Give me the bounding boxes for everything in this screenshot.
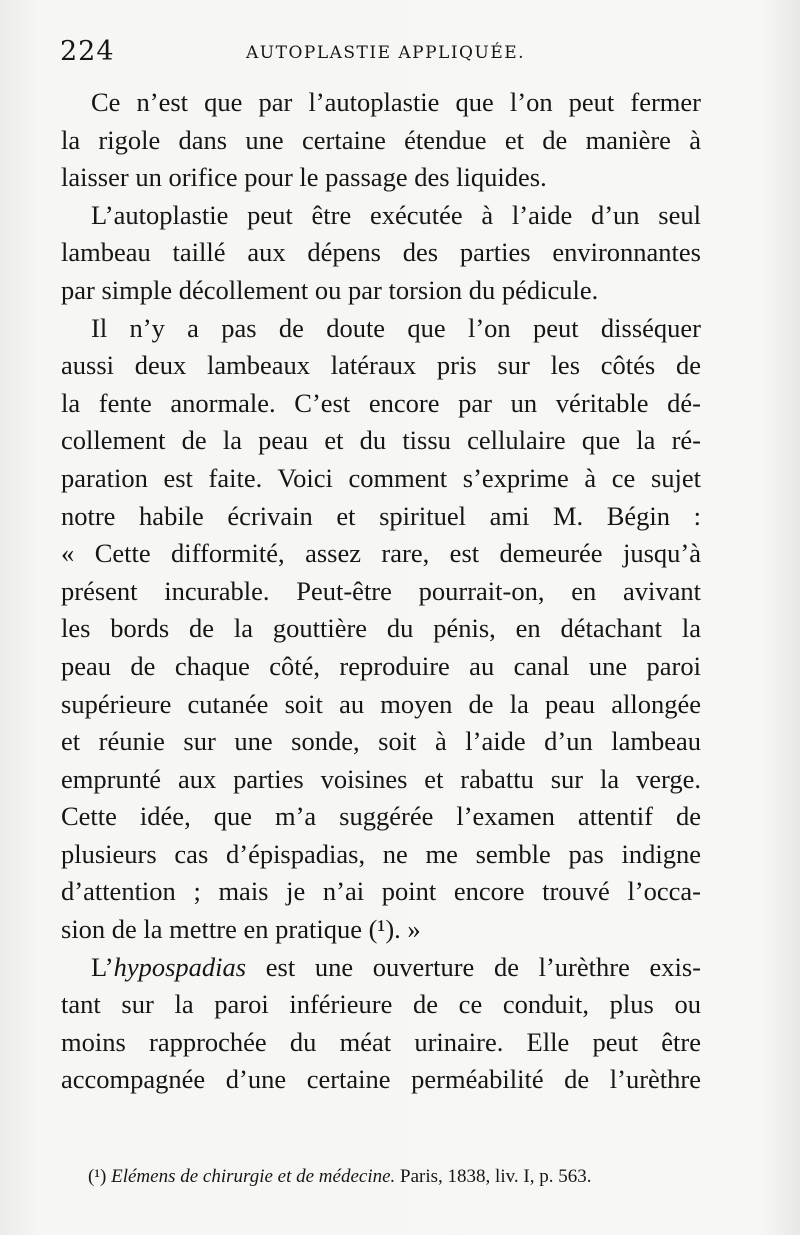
text-line: peau de chaque côté, reproduire au canal une paroi [61, 650, 701, 681]
hypospadias-line-rest: est une ouverture de l’urèthre exis- [246, 951, 701, 982]
text-line: laisser un orifice pour le passage des liquides. [61, 162, 547, 193]
hypospadias-term: hypospadias [113, 951, 247, 982]
text-line [61, 949, 701, 987]
footnote-rest: Paris, 1838, liv. I, p. 563. [395, 1166, 592, 1187]
text-line: L’autoplastie peut être exécutée à l’aide d’un seul [91, 199, 701, 230]
text-line: d’attention ; mais je n’ai point encore trouvé l’occa- [61, 876, 701, 907]
hypospadias-prefix: L’ [91, 951, 114, 982]
text-line: notre habile écrivain et spirituel ami M. Bégin : [61, 500, 701, 531]
running-title: AUTOPLASTIE APPLIQUÉE. [246, 43, 526, 63]
text-line: sion de la mettre en pratique (¹). » [61, 914, 421, 945]
footnote [88, 1166, 698, 1188]
text-line: Il n’y a pas de doute que l’on peut disséquer [91, 312, 701, 343]
page-header [60, 36, 720, 72]
text-line: emprunté aux parties voisines et rabattu sur la verge. [61, 763, 701, 794]
text-line: moins rapprochée du méat urinaire. Elle peut être [61, 1026, 701, 1057]
text-line: accompagnée d’une certaine perméabilité de l’urèthre [61, 1064, 701, 1095]
text-line: « Cette difformité, assez rare, est demeurée jusqu’à [61, 538, 701, 569]
text-line: plusieurs cas d’épispadias, ne me semble pas indigne [61, 838, 701, 869]
page-number: 224 [60, 36, 115, 67]
body-text [61, 84, 701, 1099]
text-line: lambeau taillé aux dépens des parties environnantes [61, 237, 701, 268]
footnote-marker: (¹) [88, 1166, 107, 1187]
text-line: présent incurable. Peut-être pourrait-on, en avivant [61, 575, 701, 606]
text-line: la rigole dans une certaine étendue et de manière à [61, 124, 701, 155]
text-line: Ce n’est que par l’autoplastie que l’on peut fermer [91, 87, 701, 117]
text-line: supérieure cutanée soit au moyen de la peau allongée [61, 688, 701, 719]
text-line: par simple décollement ou par torsion du pédicule. [61, 274, 599, 305]
text-line: collement de la peau et du tissu cellulaire que la ré- [61, 425, 701, 456]
text-line: et réunie sur une sonde, soit à l’aide d’un lambeau [61, 726, 701, 757]
text-line: tant sur la paroi inférieure de ce conduit, plus ou [61, 989, 701, 1020]
text-line: les bords de la gouttière du pénis, en détachant la [61, 613, 701, 644]
text-line: la fente anormale. C’est encore par un véritable dé- [61, 387, 701, 418]
text-line: aussi deux lambeaux latéraux pris sur les côtés de [61, 350, 701, 381]
text-line: paration est faite. Voici comment s’exprime à ce sujet [61, 462, 701, 493]
text-line: Cette idée, que m’a suggérée l’examen attentif de [61, 801, 701, 832]
footnote-title: Elémens de chirurgie et de médecine. [111, 1166, 396, 1187]
